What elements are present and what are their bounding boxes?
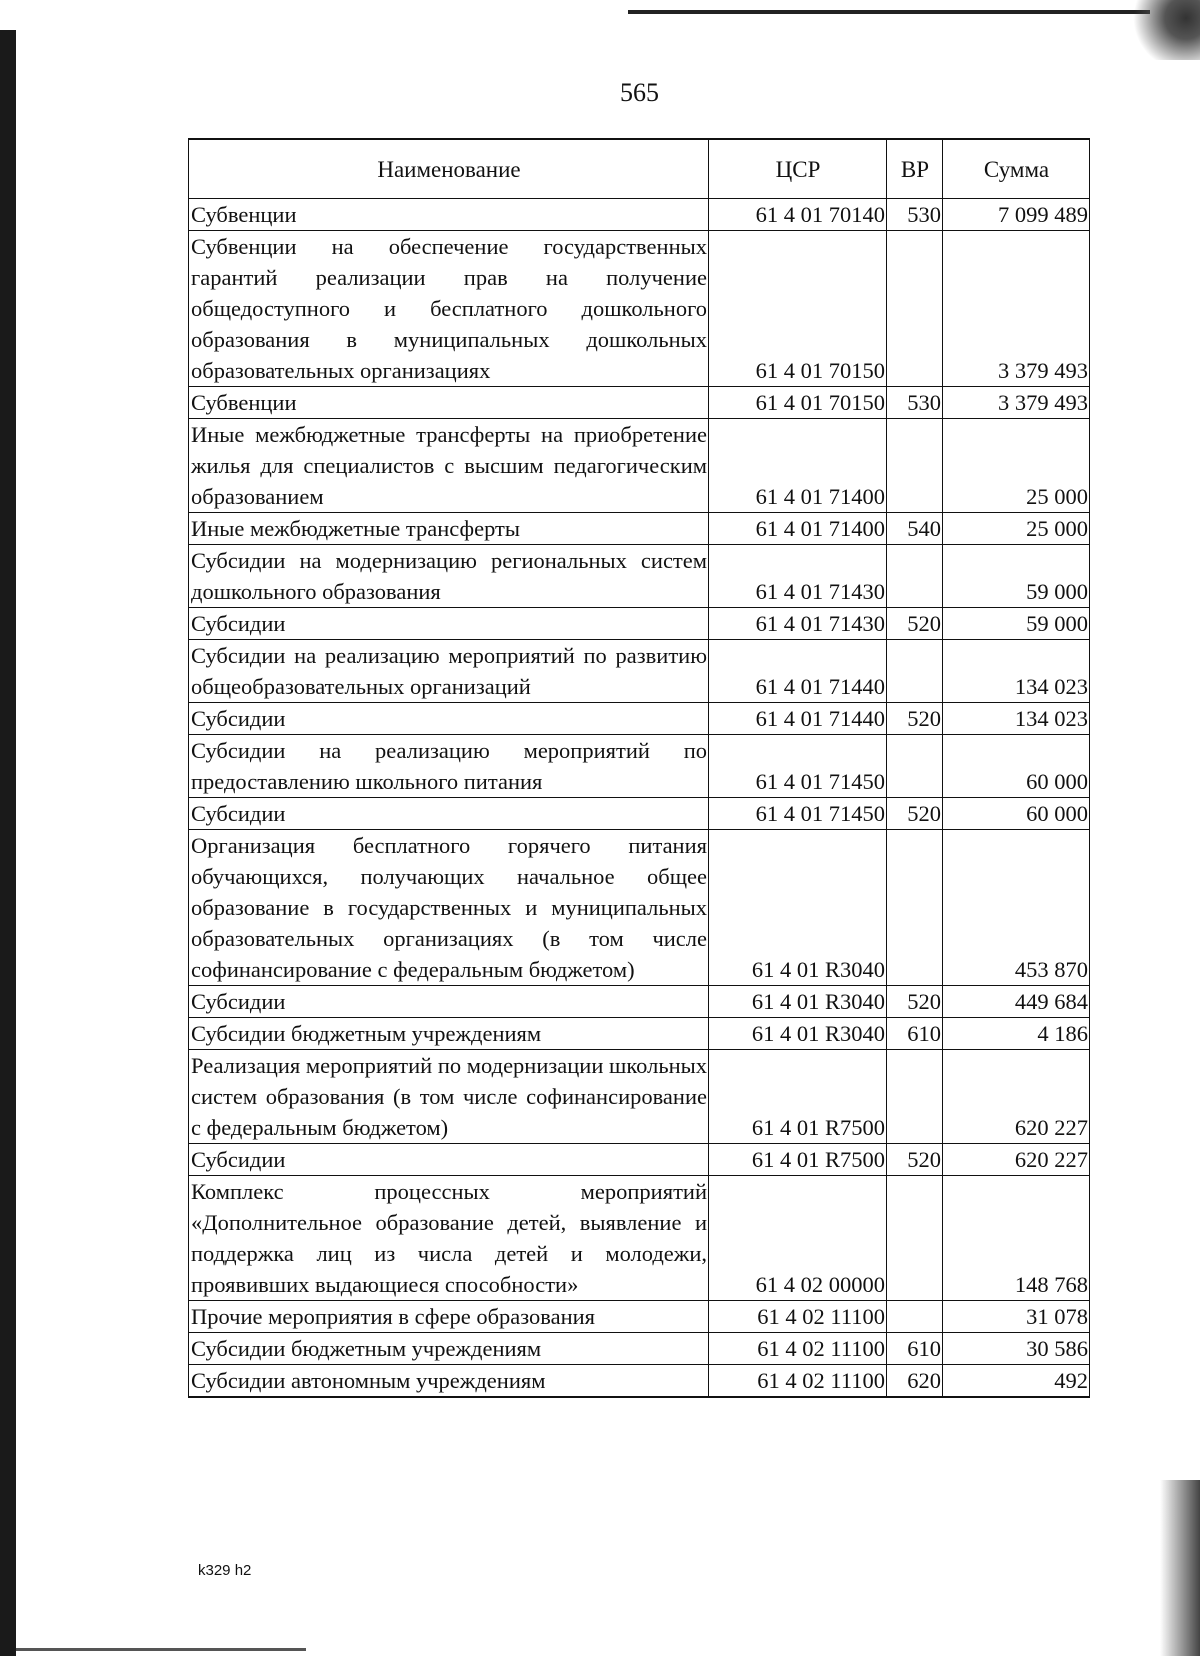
scan-shadow-top-right bbox=[1130, 0, 1200, 60]
header-name: Наименование bbox=[189, 139, 709, 199]
cell-vr bbox=[887, 735, 943, 798]
cell-vr: 520 bbox=[887, 986, 943, 1018]
cell-sum: 31 078 bbox=[943, 1301, 1090, 1333]
cell-vr: 520 bbox=[887, 1144, 943, 1176]
cell-name: Субсидии на модернизацию региональных систем дошкольного образования bbox=[189, 545, 709, 608]
table-row bbox=[189, 1365, 1090, 1398]
cell-name: Комплекс процессных мероприятий «Дополнительное образование детей, выявление и поддержка лиц из числа детей и молодежи, проявивших выдающиеся способности» bbox=[189, 1176, 709, 1301]
cell-sum: 60 000 bbox=[943, 798, 1090, 830]
cell-vr: 530 bbox=[887, 387, 943, 419]
cell-sum: 620 227 bbox=[943, 1050, 1090, 1144]
cell-csr: 61 4 01 R3040 bbox=[709, 1018, 887, 1050]
cell-sum: 492 bbox=[943, 1365, 1090, 1398]
cell-name: Субсидии на реализацию мероприятий по предоставлению школьного питания bbox=[189, 735, 709, 798]
cell-vr bbox=[887, 830, 943, 986]
cell-csr: 61 4 01 R3040 bbox=[709, 986, 887, 1018]
cell-sum: 134 023 bbox=[943, 640, 1090, 703]
cell-name: Субвенции bbox=[189, 387, 709, 419]
scan-edge-left bbox=[0, 30, 16, 1656]
cell-sum: 25 000 bbox=[943, 513, 1090, 545]
cell-vr: 620 bbox=[887, 1365, 943, 1398]
table-row bbox=[189, 735, 1090, 798]
cell-vr: 610 bbox=[887, 1333, 943, 1365]
cell-sum: 4 186 bbox=[943, 1018, 1090, 1050]
cell-csr: 61 4 01 R7500 bbox=[709, 1050, 887, 1144]
cell-csr: 61 4 01 71440 bbox=[709, 640, 887, 703]
cell-csr: 61 4 01 71400 bbox=[709, 513, 887, 545]
cell-vr bbox=[887, 1050, 943, 1144]
cell-sum: 148 768 bbox=[943, 1176, 1090, 1301]
cell-sum: 620 227 bbox=[943, 1144, 1090, 1176]
cell-sum: 453 870 bbox=[943, 830, 1090, 986]
cell-sum: 134 023 bbox=[943, 703, 1090, 735]
table-row bbox=[189, 830, 1090, 986]
cell-csr: 61 4 01 70140 bbox=[709, 199, 887, 231]
cell-csr: 61 4 01 70150 bbox=[709, 387, 887, 419]
cell-vr bbox=[887, 640, 943, 703]
cell-sum: 7 099 489 bbox=[943, 199, 1090, 231]
cell-vr: 520 bbox=[887, 608, 943, 640]
table-row bbox=[189, 545, 1090, 608]
cell-name: Субвенции bbox=[189, 199, 709, 231]
cell-sum: 30 586 bbox=[943, 1333, 1090, 1365]
cell-csr: 61 4 01 71430 bbox=[709, 545, 887, 608]
scan-edge-top bbox=[628, 10, 1150, 14]
cell-csr: 61 4 01 R3040 bbox=[709, 830, 887, 986]
table-row bbox=[189, 1333, 1090, 1365]
cell-vr bbox=[887, 1176, 943, 1301]
table-row bbox=[189, 231, 1090, 387]
cell-sum: 25 000 bbox=[943, 419, 1090, 513]
cell-vr bbox=[887, 231, 943, 387]
cell-sum: 60 000 bbox=[943, 735, 1090, 798]
footer-code: k329 h2 bbox=[198, 1562, 252, 1579]
cell-vr bbox=[887, 1301, 943, 1333]
cell-name: Субсидии бюджетным учреждениям bbox=[189, 1333, 709, 1365]
table-row bbox=[189, 703, 1090, 735]
header-csr: ЦСР bbox=[709, 139, 887, 199]
cell-vr: 520 bbox=[887, 798, 943, 830]
cell-vr: 530 bbox=[887, 199, 943, 231]
cell-name: Прочие мероприятия в сфере образования bbox=[189, 1301, 709, 1333]
cell-csr: 61 4 02 00000 bbox=[709, 1176, 887, 1301]
cell-csr: 61 4 01 71400 bbox=[709, 419, 887, 513]
cell-name: Субсидии bbox=[189, 608, 709, 640]
cell-sum: 59 000 bbox=[943, 545, 1090, 608]
header-sum: Сумма bbox=[943, 139, 1090, 199]
cell-csr: 61 4 01 71430 bbox=[709, 608, 887, 640]
cell-name: Субсидии автономным учреждениям bbox=[189, 1365, 709, 1398]
table-row bbox=[189, 1301, 1090, 1333]
scan-shadow-bottom-right bbox=[1160, 1480, 1200, 1656]
cell-name: Субвенции на обеспечение государственных гарантий реализации прав на получение общедоступного и бесплатного дошкольного образования в муниципальных дошкольных образовательных организациях bbox=[189, 231, 709, 387]
cell-vr: 520 bbox=[887, 703, 943, 735]
cell-name: Субсидии на реализацию мероприятий по развитию общеобразовательных организаций bbox=[189, 640, 709, 703]
cell-csr: 61 4 01 R7500 bbox=[709, 1144, 887, 1176]
cell-name: Иные межбюджетные трансферты на приобретение жилья для специалистов с высшим педагогическим образованием bbox=[189, 419, 709, 513]
table-row bbox=[189, 419, 1090, 513]
cell-vr bbox=[887, 545, 943, 608]
table-row bbox=[189, 986, 1090, 1018]
table-row bbox=[189, 1144, 1090, 1176]
cell-name: Субсидии bbox=[189, 798, 709, 830]
cell-name: Субсидии bbox=[189, 986, 709, 1018]
table-row bbox=[189, 1050, 1090, 1144]
header-vr: ВР bbox=[887, 139, 943, 199]
budget-table bbox=[188, 138, 1090, 1398]
table-row bbox=[189, 513, 1090, 545]
cell-name: Субсидии bbox=[189, 703, 709, 735]
cell-name: Организация бесплатного горячего питания обучающихся, получающих начальное общее образование в государственных и муниципальных образовательных организациях (в том числе софинансирование с федеральным бюджетом) bbox=[189, 830, 709, 986]
table-row bbox=[189, 1018, 1090, 1050]
table-body bbox=[189, 199, 1090, 1398]
cell-csr: 61 4 01 70150 bbox=[709, 231, 887, 387]
cell-vr bbox=[887, 419, 943, 513]
cell-csr: 61 4 01 71450 bbox=[709, 798, 887, 830]
table-header-row bbox=[189, 139, 1090, 199]
cell-name: Субсидии bbox=[189, 1144, 709, 1176]
cell-sum: 3 379 493 bbox=[943, 231, 1090, 387]
scan-edge-bottom bbox=[16, 1648, 306, 1651]
cell-sum: 59 000 bbox=[943, 608, 1090, 640]
cell-sum: 449 684 bbox=[943, 986, 1090, 1018]
table-row bbox=[189, 387, 1090, 419]
table-row bbox=[189, 608, 1090, 640]
table-row bbox=[189, 798, 1090, 830]
cell-csr: 61 4 02 11100 bbox=[709, 1333, 887, 1365]
table-header bbox=[189, 139, 1090, 199]
cell-vr: 610 bbox=[887, 1018, 943, 1050]
cell-csr: 61 4 01 71440 bbox=[709, 703, 887, 735]
table-row bbox=[189, 640, 1090, 703]
cell-csr: 61 4 02 11100 bbox=[709, 1301, 887, 1333]
cell-csr: 61 4 02 11100 bbox=[709, 1365, 887, 1398]
table-row bbox=[189, 1176, 1090, 1301]
page-number: 565 bbox=[620, 78, 659, 107]
cell-sum: 3 379 493 bbox=[943, 387, 1090, 419]
cell-name: Реализация мероприятий по модернизации школьных систем образования (в том числе софинансирование с федеральным бюджетом) bbox=[189, 1050, 709, 1144]
cell-csr: 61 4 01 71450 bbox=[709, 735, 887, 798]
cell-vr: 540 bbox=[887, 513, 943, 545]
table-row bbox=[189, 199, 1090, 231]
cell-name: Иные межбюджетные трансферты bbox=[189, 513, 709, 545]
cell-name: Субсидии бюджетным учреждениям bbox=[189, 1018, 709, 1050]
